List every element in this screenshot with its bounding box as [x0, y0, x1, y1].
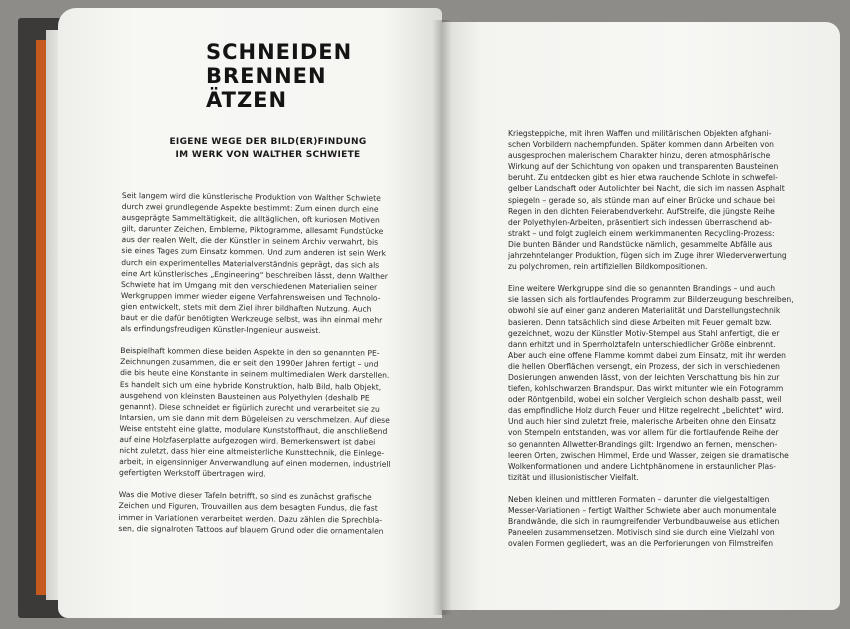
paragraph — [508, 283, 808, 483]
text-line: Weise entsteht eine glatte, modulare Kunststoffhaut, die anschließend — [119, 423, 388, 436]
text-line: Schwiete hat im Umgang mit den verschiedenen Materialien seiner — [120, 279, 378, 292]
text-line: jahrzehntelanger Produktion, fügen sich im Zuge ihrer Wiederverwertung — [508, 251, 787, 261]
text-line: ausgeprägte Sammeltätigkeit, die alltäglichen, oft kuriosen Motiven — [121, 213, 380, 225]
chapter-title — [206, 40, 353, 112]
paragraph — [508, 494, 808, 549]
text-line: immer in Variationen verarbeitet werden. Dazu zählen die Sprechbla- — [118, 512, 383, 525]
left-text-column — [118, 190, 410, 548]
paragraph — [120, 190, 409, 337]
text-line: Es handelt sich um eine hybride Konstruktion, halb Bild, halb Objekt, — [119, 379, 382, 392]
text-line: eine Art künstlerisches „Engineering" beschreiben lässt, denn Walther — [121, 268, 388, 281]
text-line: genannt). Diese schneidet er figürlich zurecht und verarbeitet sie zu — [119, 401, 380, 414]
text-line: obwohl sie auf einer ganz anderen Materialität und Darstellungstechnik — [508, 306, 781, 316]
text-line: aus der realen Welt, die der Künstler in seinem Archiv verwahrt, bis — [121, 235, 379, 248]
text-line: Kriegsteppiche, mit ihren Waffen und militärischen Objekten afghani- — [508, 129, 772, 138]
text-line: strakt – und folgt zugleich einem werkimmanenten Recycling-Prozess: — [508, 228, 775, 238]
right-text-column — [508, 128, 808, 560]
title-line: BRENNEN — [206, 64, 327, 88]
text-line: tizität und illusionistischer Vielfalt. — [508, 472, 639, 482]
title-line: ÄTZEN — [206, 88, 288, 112]
text-line: gien entwickelt, stets mit dem Ziel ihrer bildhaften Nutzung. Auch — [120, 301, 372, 314]
text-line: Beispielhaft kommen diese beiden Aspekte in den so genannten PE- — [120, 346, 380, 358]
book-gutter — [432, 20, 452, 615]
chapter-subtitle — [100, 136, 436, 162]
text-line: Paneelen zusammensetzen. Motivisch sind sie durch eine Vielzahl von — [508, 528, 775, 538]
text-line: Werkgruppen immer wieder eigene Verfahrensweisen und Technolo- — [120, 290, 381, 303]
text-line: Was die Motive dieser Tafeln betrifft, so sind es zunächst grafische — [118, 490, 372, 502]
text-line: spiegeln – gerade so, als stünde man auf einer Brücke und schaue bei — [508, 195, 775, 205]
text-line: von Stempeln entstanden, was vor allem für die fortlaufende Reihe der — [508, 428, 779, 438]
text-line: ausgesprochen malerischem Charakter hinzu, deren atmosphärische — [508, 151, 771, 161]
text-line: schen Vorbildern nachempfunden. Später kommen dann Arbeiten von — [508, 140, 774, 150]
text-line: so genannten Allwetter-Brandings gilt: Irgendwo an fernen, menschen- — [508, 439, 778, 449]
text-line: Aber auch eine offene Flamme kommt dabei zum Einsatz, mit ihr werden — [508, 350, 786, 360]
text-line: Intarsien, um sie dann mit dem Bügeleisen zu verschmelzen. Auf diese — [119, 412, 390, 425]
text-line: ausgehend von kleinsten Bausteinen aus Polyethylen (deshalb PE — [119, 390, 370, 403]
text-line: Brandwände, die sich in raumgreifender Verbundbauweise aus etlichen — [508, 517, 780, 527]
text-line: tiefen, kohlschwarzen Brandspur. Das wirkt mitunter wie ein Fotogramm — [508, 384, 784, 394]
text-line: Zeichnungen zusammen, die er seit den 1990er Jahren fertigt – und — [120, 357, 379, 370]
text-line: zu polychromen, rein artifiziellen Bildkompositionen. — [508, 262, 708, 272]
title-line: SCHNEIDEN — [206, 40, 353, 64]
text-line: basieren. Denn tatsächlich sind diese Arbeiten mit Feuer gemalt bzw. — [508, 317, 772, 327]
text-line: Neben kleinen und mittleren Formaten – darunter die vielgestaltigen — [508, 494, 770, 504]
text-line: die bis heute eine Konstante in seinem multimedialen Werk darstellen. — [120, 368, 390, 381]
text-line: oder Röntgenbild, wobei ein solcher Vergleich schon deshalb passt, weil — [508, 395, 782, 405]
text-line: sen, die signalroten Tattoos auf blauem Grund oder die ornamentalen — [118, 523, 384, 536]
text-line: die hellen Oberflächen versengt, ein Prozess, der sich in verschiedenen — [508, 361, 780, 371]
text-line: Die bunten Bänder und Randstücke nämlich, gesammelte Abfälle aus — [508, 239, 773, 249]
text-line: Zeichen und Figuren, Trouvaillen aus dem besagten Fundus, die fast — [118, 501, 378, 514]
text-line: als erfindungsfreudigen Künstler-Ingenieur ausweist. — [120, 324, 321, 336]
text-line: das empfindliche Holz durch Feuer und Hitze regelrecht „belichtet" wird. — [508, 406, 784, 416]
text-line: beruht. Zu entdecken gibt es hier etwa rauchende Schlote in schwefel- — [508, 173, 778, 183]
text-line: sie eines Tages zum Einsatz kommen. Und zum anderen ist sein Werk — [121, 246, 386, 259]
text-line: nicht zuletzt, dass hier eine altmeisterliche Kunsttechnik, die Einlege- — [119, 446, 385, 458]
text-line: gefertigten Werkstoff übertragen wird. — [118, 468, 266, 479]
text-line: leeren Orten, zwischen Himmel, Erde und Wasser, zeigen sie dramatische — [508, 450, 789, 460]
text-line: der Polyethylen-Arbeiten, präsentiert sich indessen überraschend ab- — [508, 217, 772, 227]
paragraph — [118, 489, 406, 536]
text-line: arbeit, in eigensinniger Anverwandlung auf einen modernen, industriell — [119, 457, 391, 469]
text-line: sie lassen sich als fortlaufendes Programm zur Bilderzeugung beschreiben, — [508, 295, 794, 305]
text-line: Wolkenformationen und andere Lichtphänomene in erstaunlicher Plas- — [508, 461, 776, 471]
subtitle-line: EIGENE WEGE DER BILD(ER)FINDUNG — [169, 137, 367, 147]
text-line: ovalen Formen gegliedert, was an die Perforierungen von Filmstreifen — [508, 539, 774, 549]
text-line: gilt, darunter Zeichen, Embleme, Piktogramme, allesamt Fundstücke — [121, 224, 384, 237]
text-line: Regen in den dichten Feierabendverkehr. AufStreife, die jüngste Reihe — [508, 206, 775, 216]
text-line: dann erhitzt und in Sperrholztafeln unterschiedlicher Größe einbrennt. — [508, 339, 776, 349]
text-line: auf eine Holzfaserplatte aufgezogen wird. Bemerkenswert ist dabei — [119, 434, 376, 447]
subtitle-line: IM WERK VON WALTHER SCHWIETE — [175, 150, 361, 160]
text-line: Messer-Variationen – fertigt Walther Schwiete aber auch monumentale — [508, 506, 777, 515]
text-line: gelber Landschaft oder Autolichter bei Nacht, die sich im nassen Asphalt — [508, 184, 785, 194]
paragraph — [508, 128, 808, 272]
text-line: gezeichnet, wozu der Künstler Motiv-Stempel aus Stahl anfertigt, die er — [508, 328, 780, 338]
text-line: Seit langem wird die künstlerische Produktion von Walther Schwiete — [121, 190, 381, 203]
text-line: baut er die dafür benötigten Werkzeuge selbst, was ihn einmal mehr — [120, 313, 383, 325]
text-line: Eine weitere Werkgruppe sind die so genannten Brandings – und auch — [508, 284, 776, 294]
bookmark-ribbon — [36, 40, 46, 595]
text-line: durch zwei grundlegende Aspekte bestimmt: Zum einen durch eine — [121, 202, 379, 214]
text-line: durch ein experimentelles Materialverständnis geprägt, das sich als — [121, 257, 380, 270]
paragraph — [119, 345, 408, 481]
text-line: Dosierungen anwenden lässt, von der leichten Verschattung bis hin zur — [508, 372, 780, 382]
text-line: Wirkung auf der Schichtung von opaken und transparenten Bausteinen — [508, 162, 779, 172]
text-line: Und auch hier sind zuletzt freie, malerische Arbeiten ohne den Einsatz — [508, 417, 776, 427]
